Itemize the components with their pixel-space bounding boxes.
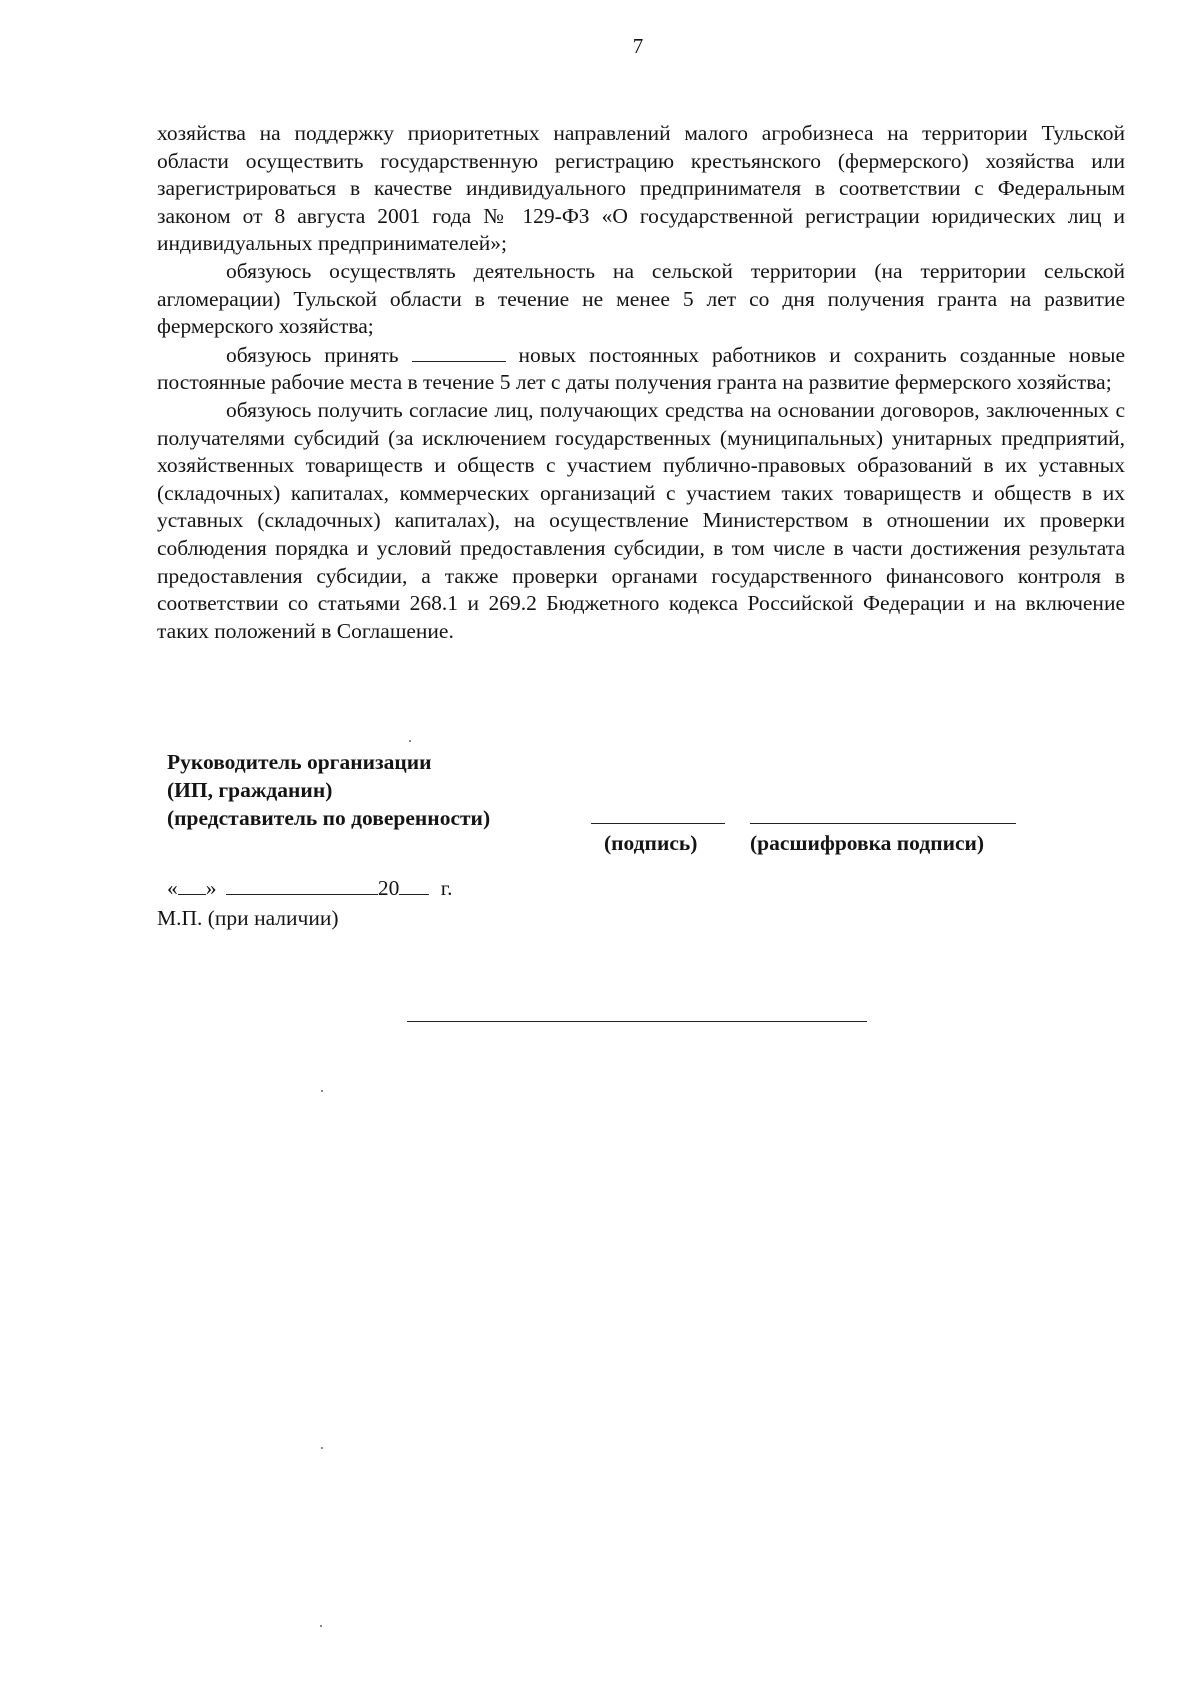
end-of-document-rule [407,1021,867,1022]
year-prefix: 20 [377,876,400,900]
signatory-role-line: (ИП, гражданин) [167,778,333,802]
signature-caption: (подпись) [604,831,698,855]
paragraph-text: новых постоянных работников и сохранить созданные новые постоянные рабочие места в течение 5 лет с даты получения гранта на развитие фермерского хозяйства; [157,342,1126,395]
signatory-role-line: (представитель по доверенности) [167,806,491,830]
paragraph-text: обязуюсь получить согласие лиц, получающих средства на основании договоров, заключенных с получателями субсидий (за исключением государственных (муниципальных) унитарных предприятий, хозяйственных товариществ и обществ с участием публично-правовых образований в их уставных (складочных) капиталах, коммерческих организаций с участием таких товариществ и обществ в их уставных (складочных) капиталах), на осуществление Министерством в отношении их проверки соблюдения порядка и условий предоставления субсидии, в том числе в части достижения результата предоставления субсидии, а также проверки органами государственного финансового контроля в соответствии со статьями 268.1 и 269.2 Бюджетного кодекса Российской Федерации и на включение таких положений в Соглашение. [157,397,1125,643]
scan-speck [320,1625,322,1627]
paragraph-text: обязуюсь осуществлять деятельность на сельской территории (на территории сельской агломерации) Тульской области в течение не менее 5 лет со дня получения гранта на развитие фермерского хозяйства; [157,258,1125,339]
paragraph-employees [157,341,1125,397]
day-blank[interactable] [178,876,206,895]
paragraph-text: хозяйства на поддержку приоритетных направлений малого агробизнеса на территории Тульской области осуществить государственную регистрацию крестьянского (фермерского) хозяйства или зарегистрироваться в качестве индивидуального предпринимателя в соответствии с Федеральным законом от 8 августа 2001 года № 129-ФЗ «О государственной регистрации юридических лиц и индивидуальных предпринимателей»; [157,121,1125,256]
employee-count-blank[interactable] [412,341,506,362]
signature-decoding-line[interactable] [750,823,1016,824]
scan-speck [321,1090,323,1092]
date-close-quote: » [205,876,217,900]
date-field [167,876,453,901]
signature-line[interactable] [591,823,725,824]
page-number: 7 [632,34,644,58]
scan-speck [321,1447,323,1449]
month-blank[interactable] [226,876,378,895]
year-suffix: г. [440,876,453,900]
paragraph-consent [157,397,1125,645]
signatory-role [167,748,490,832]
year-blank[interactable] [399,876,429,895]
date-open-quote: « [167,876,178,900]
paragraph-text: обязуюсь принять [226,342,399,367]
signatory-role-line: Руководитель организации [167,750,432,774]
signature-decoding-caption: (расшифровка подписи) [750,831,985,855]
paragraph-rural-activity [157,258,1125,341]
scan-speck [409,740,411,742]
paragraph-registration [157,120,1125,258]
stamp-note: М.П. (при наличии) [157,906,339,930]
document-body [157,120,1125,645]
